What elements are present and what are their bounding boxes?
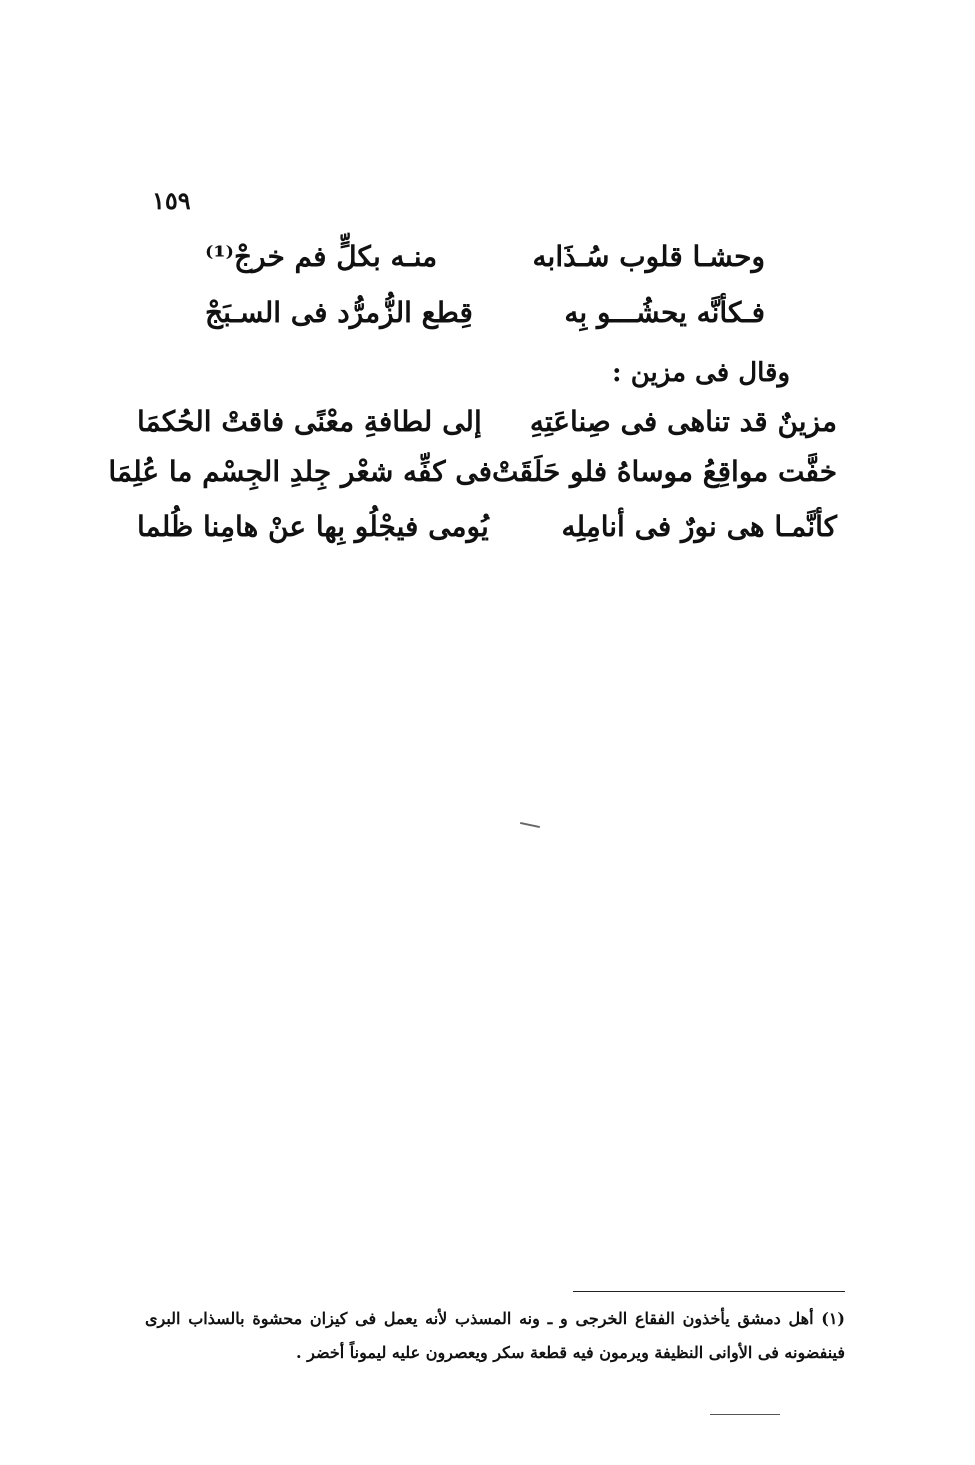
verse-second-hemistich: فى كفِّه شعْر جِلدِ الجِسْم ما عُلِمَا xyxy=(108,455,493,488)
verse-first-hemistich: مزينٌ قد تناهى فى صِناعَتِهِ xyxy=(529,405,837,438)
poem2-verse-1 xyxy=(137,405,837,438)
verse-second-hemistich: قِطع الزُّمرُّد فى السـبَجْ xyxy=(205,296,473,329)
verse-second-hemistich: يُومى فيجْلُو بِها عنْ هامِنا ظُلما xyxy=(137,510,489,543)
poem2-intro: وقال فى مزين : xyxy=(612,358,790,388)
verse-second-hemistich: منـه بكلٍّ فم خرجْ⁽¹⁾ xyxy=(205,240,438,273)
verse-first-hemistich: فـكأنَّه يحشُـــو بِه xyxy=(564,296,765,329)
poem1-verse-1 xyxy=(205,240,765,273)
footnote: (١) أهل دمشق يأخذون الفقاع الخرجى و ـ ونه المسذب لأنه يعمل فى كيزان محشوة بالسذاب البرى فينفضونه فى الأوانى النظيفة ويرمون فيه قطعة سكر ويعصرون عليه ليموناً أخضر . xyxy=(145,1309,845,1362)
verse-first-hemistich: خفَّت مواقِعُ موساهُ فلو حَلَقَتْ xyxy=(492,455,837,488)
bottom-mark xyxy=(710,1414,780,1415)
poem2-verse-2 xyxy=(108,455,837,488)
verse-first-hemistich: كأنَّمـا هى نورٌ فى أنامِلِه xyxy=(561,510,837,543)
poem2-verse-3 xyxy=(137,510,837,543)
verse-second-hemistich: إلى لطافةِ معْنًى فاقتْ الحُكمَا xyxy=(137,405,482,438)
verse-first-hemistich: وحشـا قلوب سُـذَابه xyxy=(532,240,765,273)
footnote-separator xyxy=(573,1291,845,1292)
poem1-verse-2 xyxy=(205,296,765,329)
page-number: ١٥٩ xyxy=(152,186,191,215)
paper-speck xyxy=(520,822,540,828)
